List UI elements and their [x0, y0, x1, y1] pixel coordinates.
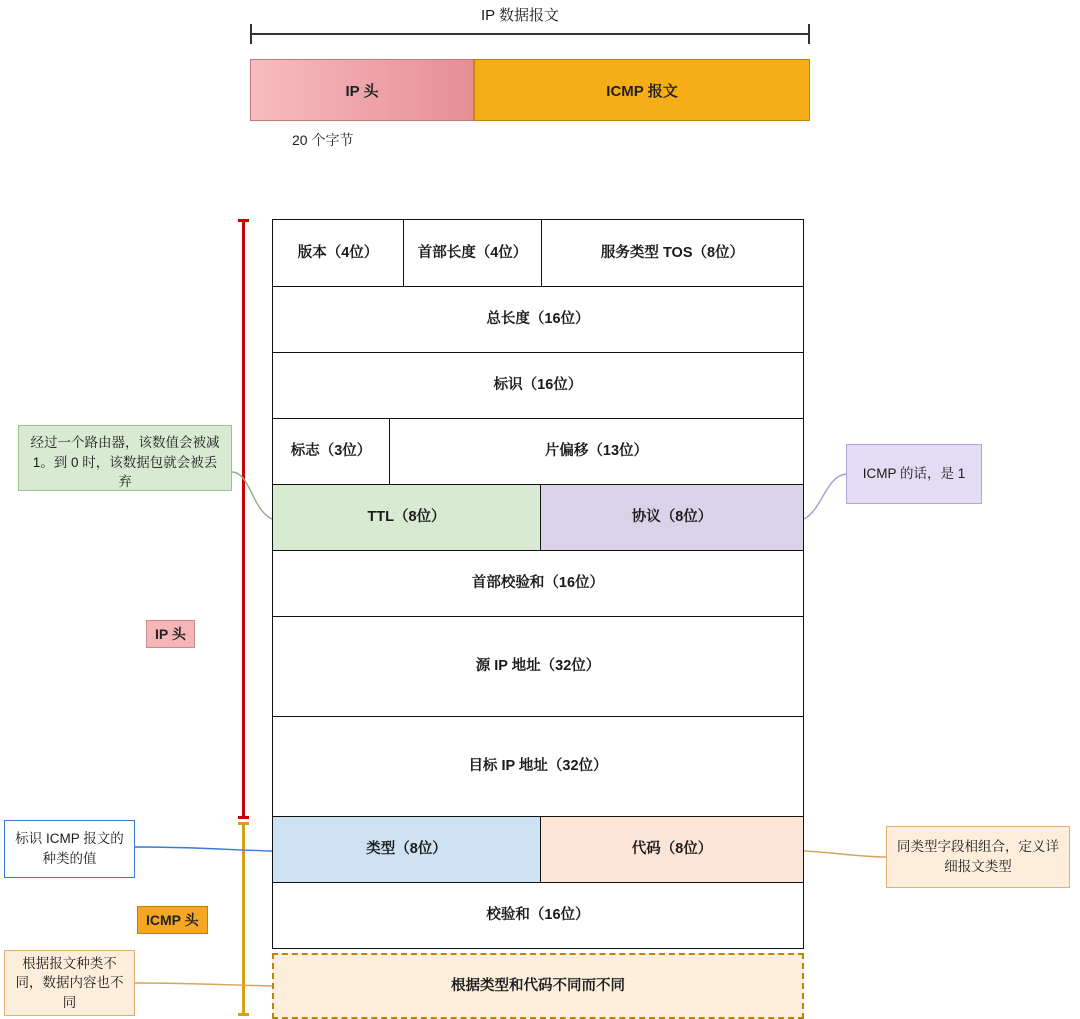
field-flags: 标志（3位） — [273, 419, 390, 484]
icmp-header-range-bar — [238, 822, 250, 1016]
callout-icmp-data-text: 根据报文种类不同，数据内容也不同 — [15, 955, 124, 1010]
table-row — [272, 953, 804, 1019]
field-icmp-checksum: 校验和（16位） — [486, 907, 590, 924]
field-icmp-code: 代码（8位） — [541, 817, 803, 882]
top-diagram-title: IP 数据报文 — [480, 7, 560, 24]
table-row — [272, 287, 804, 353]
callout-protocol — [846, 444, 982, 504]
field-header-checksum: 首部校验和（16位） — [471, 575, 605, 592]
field-protocol: 协议（8位） — [541, 485, 803, 550]
callout-ttl — [18, 425, 232, 491]
packet-header-table — [272, 219, 804, 1019]
field-source-ip: 源 IP 地址（32位） — [475, 658, 601, 675]
field-ttl: TTL（8位） — [273, 485, 541, 550]
field-icmp-data: 根据类型和代码不同而不同 — [451, 977, 625, 994]
table-row — [272, 419, 804, 485]
table-row — [272, 219, 804, 287]
field-identification: 标识（16位） — [493, 377, 583, 394]
ip-header-size-caption: 20 个字节 — [292, 132, 354, 148]
packet-segment-icmp-message — [474, 59, 810, 121]
packet-segment-ip-header — [250, 59, 474, 121]
table-row — [272, 551, 804, 617]
field-tos: 服务类型 TOS（8位） — [600, 244, 745, 261]
table-row — [272, 485, 804, 551]
table-row — [272, 883, 804, 949]
callout-icmp-type — [4, 820, 135, 878]
field-total-length: 总长度（16位） — [486, 311, 590, 328]
callout-icmp-code — [886, 826, 1070, 888]
field-version: 版本（4位） — [273, 220, 404, 286]
callout-ttl-text: 经过一个路由器，该数值会被减 1。到 0 时，该数据包就会被丢弃 — [30, 435, 220, 490]
tag-icmp-header — [137, 906, 208, 934]
field-icmp-type: 类型（8位） — [273, 817, 541, 882]
tag-ip-header — [146, 620, 195, 648]
callout-icmp-data — [4, 950, 135, 1016]
measure-line — [250, 33, 810, 35]
callout-icmp-type-text: 标识 ICMP 报文的种类的值 — [15, 831, 124, 866]
tag-icmp-header-label: ICMP 头 — [146, 912, 199, 928]
ip-header-range-bar — [238, 219, 250, 819]
field-destination-ip: 目标 IP 地址（32位） — [468, 758, 608, 775]
table-row — [272, 617, 804, 717]
field-fragment-offset: 片偏移（13位） — [544, 443, 649, 460]
measure-cap-right — [808, 24, 810, 44]
table-row — [272, 353, 804, 419]
tag-ip-header-label: IP 头 — [155, 626, 186, 642]
callout-protocol-text: ICMP 的话，是 1 — [862, 466, 966, 482]
packet-segment-icmp-message-label: ICMP 报文 — [606, 82, 678, 100]
measure-cap-left — [250, 24, 252, 44]
table-row — [272, 717, 804, 817]
packet-segment-ip-header-label: IP 头 — [345, 82, 379, 100]
callout-icmp-code-text: 同类型字段相组合，定义详细报文类型 — [897, 839, 1059, 874]
field-header-length: 首部长度（4位） — [404, 220, 542, 286]
table-row — [272, 817, 804, 883]
